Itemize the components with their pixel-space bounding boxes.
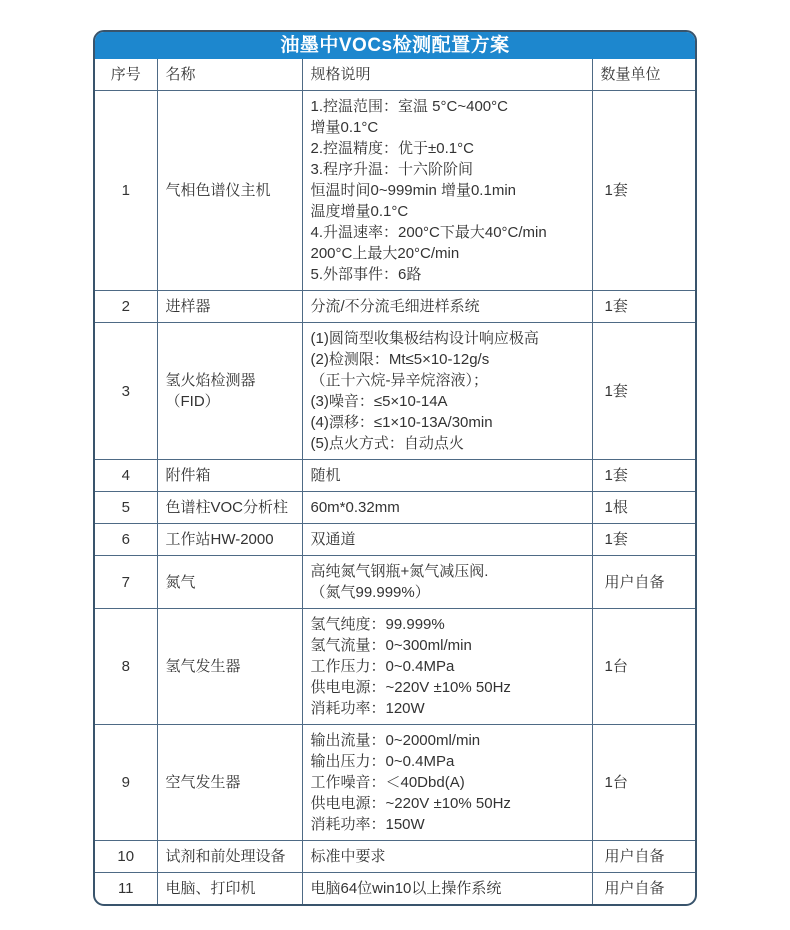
spec-line: 增量0.1°C (310, 119, 379, 136)
spec-line: 工作噪音：＜40Dbd(A) (310, 774, 465, 791)
spec-line: 3.程序升温：十六阶阶间 (310, 161, 474, 178)
column-header-qty: 数量单位 (592, 59, 695, 91)
spec-line: (2)检测限：Mt≤5×10-12g/s (310, 351, 490, 368)
table-row (95, 841, 695, 873)
spec-line: 双通道 (310, 531, 356, 548)
spec-line: 2.控温精度：优于±0.1°C (310, 140, 474, 157)
spec-line: 消耗功率：150W (310, 816, 425, 833)
table-row (95, 609, 695, 725)
spec-line: 分流/不分流毛细进样系统 (310, 298, 480, 315)
spec-line: 标准中要求 (310, 848, 386, 865)
spec-cell (302, 91, 592, 291)
spec-line: （氮气99.999%） (310, 584, 430, 601)
table-row (95, 556, 695, 609)
spec-line: 1.控温范围：室温 5°C~400°C (310, 98, 508, 115)
quantity-cell: 用户自备 (592, 841, 695, 873)
spec-line: 氢气流量：0~300ml/min (310, 637, 472, 654)
item-name-cell: 附件箱 (157, 460, 302, 492)
table-row (95, 524, 695, 556)
item-name-cell: 电脑、打印机 (157, 873, 302, 905)
spec-cell (302, 492, 592, 524)
row-number-cell: 10 (95, 841, 157, 873)
item-name-cell: 工作站HW-2000 (157, 524, 302, 556)
row-number-cell: 3 (95, 323, 157, 460)
row-number-cell: 2 (95, 291, 157, 323)
spec-line: 4.升温速率：200°C下最大40°C/min (310, 224, 547, 241)
quantity-cell: 用户自备 (592, 873, 695, 905)
column-header-no: 序号 (95, 59, 157, 91)
spec-cell (302, 460, 592, 492)
item-name-cell: 空气发生器 (157, 725, 302, 841)
spec-line: 输出流量：0~2000ml/min (310, 732, 481, 749)
spec-line: 氢气纯度：99.999% (310, 616, 445, 633)
spec-line: 5.外部事件：6路 (310, 266, 422, 283)
spec-line: （正十六烷-异辛烷溶液）； (310, 372, 488, 389)
spec-line: 恒温时间0~999min 增量0.1min (310, 182, 516, 199)
item-name-cell: 气相色谱仪主机 (157, 91, 302, 291)
table-row (95, 492, 695, 524)
spec-line: (1)圆筒型收集极结构设计响应极高 (310, 330, 539, 347)
spec-line: 消耗功率：120W (310, 700, 425, 717)
spec-line: (5)点火方式：自动点火 (310, 435, 464, 452)
table-row (95, 291, 695, 323)
quantity-cell: 1根 (592, 492, 695, 524)
quantity-cell: 1套 (592, 291, 695, 323)
table-header-row (95, 59, 695, 91)
spec-line: 供电电源：~220V ±10% 50Hz (310, 679, 511, 696)
spec-line: 电脑64位win10以上操作系统 (310, 880, 502, 897)
spec-line: 60m*0.32mm (310, 499, 400, 516)
spec-cell (302, 556, 592, 609)
item-name-cell: 氢气发生器 (157, 609, 302, 725)
spec-line: 工作压力：0~0.4MPa (310, 658, 455, 675)
spec-line: 高纯氮气钢瓶+氮气减压阀. (310, 563, 489, 580)
spec-cell (302, 873, 592, 905)
spec-cell (302, 524, 592, 556)
quantity-cell: 1台 (592, 609, 695, 725)
spec-line: 输出压力：0~0.4MPa (310, 753, 455, 770)
row-number-cell: 6 (95, 524, 157, 556)
column-header-name: 名称 (157, 59, 302, 91)
quantity-cell: 1台 (592, 725, 695, 841)
quantity-cell: 1套 (592, 524, 695, 556)
spec-line: 温度增量0.1°C (310, 203, 409, 220)
item-name-cell: 色谱柱VOC分析柱 (157, 492, 302, 524)
item-name-cell: 氢火焰检测器（FID） (157, 323, 302, 460)
quantity-cell: 1套 (592, 460, 695, 492)
spec-line: 供电电源：~220V ±10% 50Hz (310, 795, 511, 812)
table-row (95, 91, 695, 291)
config-table-card (93, 30, 697, 906)
page-title: 油墨中VOCs检测配置方案 (95, 32, 695, 59)
quantity-cell: 1套 (592, 91, 695, 291)
spec-cell (302, 609, 592, 725)
spec-cell (302, 291, 592, 323)
spec-cell (302, 725, 592, 841)
spec-line: 随机 (310, 467, 341, 484)
row-number-cell: 8 (95, 609, 157, 725)
spec-cell (302, 323, 592, 460)
table-row (95, 725, 695, 841)
item-name-cell: 试剂和前处理设备 (157, 841, 302, 873)
row-number-cell: 7 (95, 556, 157, 609)
config-table (95, 59, 695, 904)
item-name-cell: 氮气 (157, 556, 302, 609)
spec-line: (3)噪音：≤5×10-14A (310, 393, 448, 410)
row-number-cell: 9 (95, 725, 157, 841)
row-number-cell: 1 (95, 91, 157, 291)
quantity-cell: 用户自备 (592, 556, 695, 609)
quantity-cell: 1套 (592, 323, 695, 460)
row-number-cell: 4 (95, 460, 157, 492)
column-header-spec: 规格说明 (302, 59, 592, 91)
item-name-cell: 进样器 (157, 291, 302, 323)
spec-line: 200°C上最大20°C/min (310, 245, 460, 262)
table-row (95, 460, 695, 492)
table-row (95, 873, 695, 905)
table-row (95, 323, 695, 460)
row-number-cell: 5 (95, 492, 157, 524)
row-number-cell: 11 (95, 873, 157, 905)
spec-line: (4)漂移：≤1×10-13A/30min (310, 414, 493, 431)
spec-cell (302, 841, 592, 873)
